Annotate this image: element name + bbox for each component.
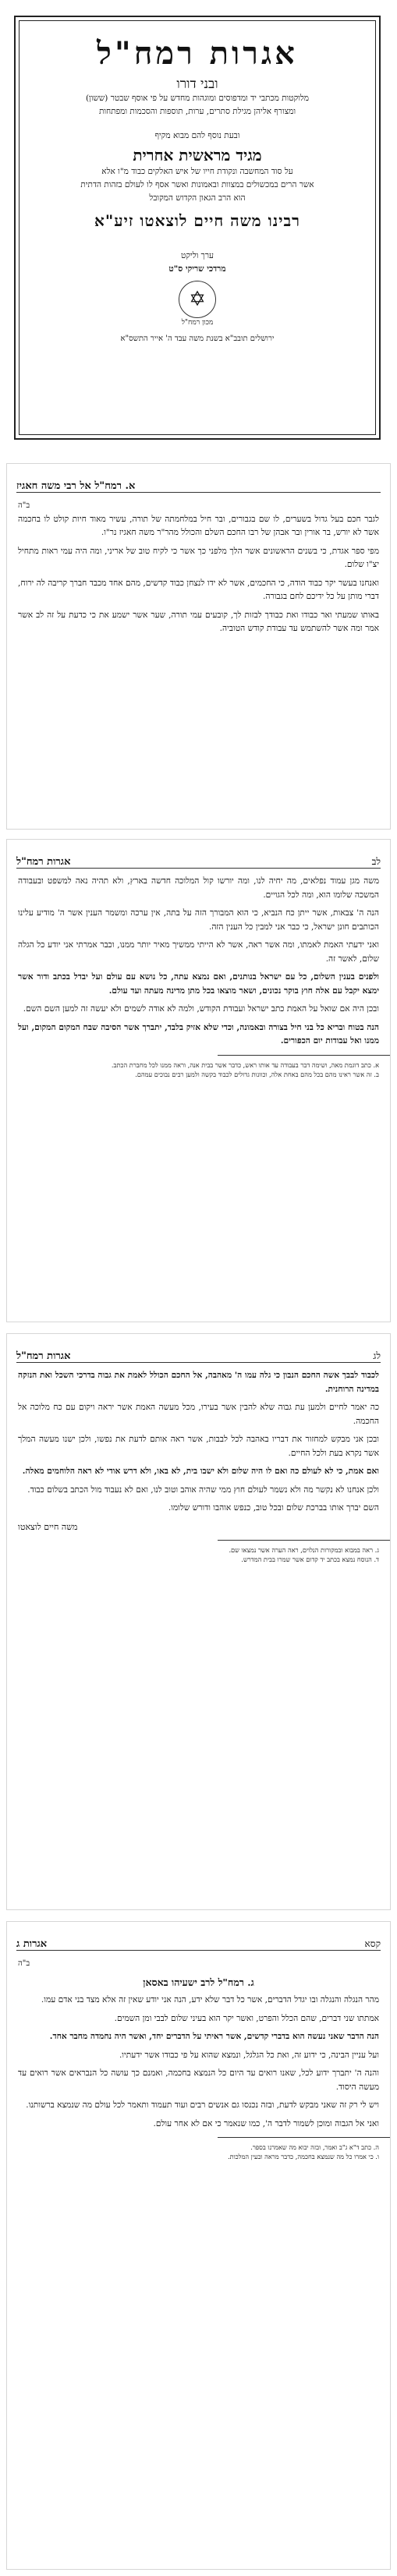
letter-opening: ב"ה [18, 1959, 30, 1968]
title-line-6: הוא הרב הגאון הקדוש המקובל [149, 193, 246, 203]
title-line-5: אשר הרים במכשולים במצוות ובאמונות ואשר אסף לו לעולם בזהות הדתית [80, 180, 314, 189]
paragraph: והנה ה' יתברך ידוע לכל, שאנו רואים עד היום כל הנמצא בחכמה, ואמנם כך עושה כל הנבראים אשר רואים עד מעשה היסוד. [18, 2068, 379, 2092]
letter-body [18, 875, 379, 1049]
paragraph: באותו שמעתי ואר כבודו ואת כבודך לבזות לך, קובעים עמי תורה, שער אשר ישמע את כי כדעת על זה לב אשר אמר ומה אשר להשתמש עד עבודת קודש הטוביה. [18, 610, 379, 633]
title-line-3: ובעת נוסף להם מבוא מקיף [154, 131, 240, 140]
footnote-rule [218, 2137, 390, 2138]
paragraph: ואנחנו בעשר יקר כבוד הודה, כי החכמים, אשר לא ידו לנצחן כבוד קדשים, מהם אחד מכבד חברך קריבה לה ירוח, דברי מותן על כל ידיכם לחם בגבורה. [18, 578, 379, 601]
page-header [16, 1342, 381, 1363]
title-line-4: על סוד המחשבה ונקודת חייו של איש האלקים כבוד מ"ו אלא [101, 167, 293, 176]
paragraph: ובכן היה אם שואל על האמת כתב ישראל ועבודת הקודש, ולמה לא אודה לשמים ולא יעשה זה למען השם השם. [23, 1004, 379, 1014]
paragraph: ובכן אני מבקש למחזור את דבריו באהבה לכל לבבות, אשר ראה אותם לדעת את נפשו, ולכן ישנו מעשה המלך אשר נקרא בעת ולכל החיים. [18, 1435, 379, 1458]
paragraph: ולפנים בענין השלום, כל עם ישראל בנותנים, ואם נמצא עתה, כל נושא עם עולם ועל יבדל בכתב ודור אשר ימצא יקבל עם אלה חוץ בוקר נכונים, ושאר מוצאו בכל מתן מדינה מעתה ועד עולם. [18, 972, 379, 996]
author-name: רבינו משה חיים לוצאטו זיע"א [94, 211, 300, 230]
editor-label: ערך וליקט [181, 251, 214, 260]
footnote: ג. ראה במבוא ובמקורות הנלוים, ראה הערה אשר נמצאו שם. [229, 1546, 379, 1554]
page-header-title: אגרות רמח"ל [16, 856, 71, 868]
page-header [16, 472, 381, 493]
title-page-frame [14, 16, 381, 440]
footnote: ו. כי אמרו כל מה שנמצא בחכמה, כדבר מראה ובעין המלכות. [227, 2153, 379, 2160]
paragraph: ועל עניין הבינה, כי ידוע זה, ואת כל הגלגל, ונמצא שהוא על פי כבודו אשר ידעתיו. [119, 2050, 379, 2060]
paragraph: ואני אל הגבוה ומוכן לשמור לדבר ה', כמו שנאמר כי אם לא אחר עולם. [153, 2118, 379, 2128]
letter-body [18, 499, 379, 636]
book-title: אגרות רמח"ל [97, 35, 298, 72]
editor-name: מרדכי שריקי ס"ט [168, 264, 226, 274]
footnotes [18, 1545, 379, 1564]
page-header [16, 1930, 381, 1951]
paragraph: מהר הנגלה והנגלה ובו יגדל הדברים, אשר כל דבר שלא ידע, הנה אני יודע שאין זה אלא מצד בני אדם עמו. [41, 1995, 379, 2005]
page-header-title: אגרות רמח"ל [16, 1350, 71, 1362]
page-header [16, 847, 381, 869]
paragraph: לכבוד לבבך אשה החכם הנבון כי גלה עמו ה' מאהבה, אל החכם הכולל לאמת את גבוה בדרכי השכל ואת הנזקה במדינה הרוחנית. [18, 1371, 379, 1394]
publisher-logo-caption: מכון רמח"ל [181, 319, 214, 327]
footnote-rule [218, 1055, 390, 1056]
footnotes [18, 2143, 379, 2161]
title-heading: מגיד מראשית אחרית [133, 146, 262, 165]
letter-page-1 [6, 463, 391, 830]
book-subtitle: ובני דורו [176, 76, 218, 92]
paragraph: לגבר חכם בעל גדול בשערים, לו שם בגבורים, ובר חיל במלחמתה של תורה, עשיר מאוד חיות קולט לו בחכמה אשר לא יורש, בר אורין ובר אבהן של רבו החכם השלם והכולל מהר"ר משה חאגיז נר"ו. [18, 514, 379, 537]
paragraph: הנה בטוח ובריא כל בני חיל בצורה ובאמונה, וכדי שלא אזיק בלבד, יתברך אשר הסיבה שבח המקום המקום, ועל ממנו ואל עבודות יום הכפורים. [18, 1022, 379, 1046]
letter-body [18, 1957, 379, 2131]
page-number: קסא [364, 1938, 381, 1949]
paragraph: ואם אמת, כי לא לעולם כה ואם לו היה שלום ולא ישבו בית, לא באו, ולא דרש אודי לא ראה הלוחמים מאלה. [22, 1467, 379, 1476]
page-number: לב [371, 856, 381, 867]
letter-page-4 [6, 1921, 391, 2570]
paragraph: אמתתו שני דברים, שהם הכלל והפרט, ואשר יקר הוא בעיני שלום לבבי ומן השמים. [114, 2013, 379, 2023]
title-line-2: ומצורף אליהן מגילת סתרים, ערות, תוספות והסכמות ומפתחות [98, 107, 296, 116]
page-header-title: א. רמח"ל אל רבי משה חאגיז [16, 480, 136, 492]
publisher-logo-icon: ✡ [179, 281, 216, 318]
footnote-rule [218, 1540, 390, 1541]
paragraph: כה יאמר לחיים ולמען עת גבוה שלא להבין אשר בעירו, מכל מעשה האמת אשר יראה ויקום עם כח מלוכה אל החכמה. [18, 1403, 379, 1426]
paragraph: מפי ספר אגדת, כי בשנים הראשונים אשר הלך מלפני כך אשר כי לקיח טוב של אריני, ומה היה עמי ראות מתחיל יצ"ו שלום. [18, 546, 379, 569]
paragraph: ולכן אנחנו לא נקשר מה ולא נשמר לעולם חוץ ממי שהיה אוהב וטוב לנו, ואם לא נעבוד מול הכתב בשלום כבוד. [27, 1484, 379, 1495]
letter-title: ג. רמח"ל לרב ישעיהו באסאן [143, 1976, 254, 1988]
title-line-1: מלוקטות מכתבי יד ומדפוסים ומוגהות מחדש על פי אוסף שבטר (ששון) [85, 94, 310, 103]
paragraph: ואני ידעתי האמת לאמתו, ומה אשר ראה, אשר לא הייתי ממשיך מאיר יותר ממנו, וכבר אמרתי אני יודע כל הגלה שלום, לאשר זה. [18, 940, 379, 964]
letter-page-2 [6, 839, 391, 1322]
paragraph: הנה הדבר שאני נעשה הוא בדברי קדשים, אשר ראיתי על הדברים יחד, ואשר היה נחמדה מחבר אחד. [49, 2032, 379, 2041]
footnote: ד. הנוסח נמצא בכתב יד קדום אשר שמרו בבית המדרש. [241, 1555, 379, 1563]
page-header-title: אגרות ג [16, 1938, 48, 1950]
footnote: א. כתב דוגמת מאה, ושימה דבר בעבודה עד אותו ראש, כדבר אשר בבית אנה, וראה ממנו לכל מחברת הכתב. [111, 1060, 379, 1069]
paragraph: ויש לי רק זה שאני מבקש לדעת, ובזה נכנסו גם אנשים רבים ועוד תעמוד ותאמר לכל עולם מה שנמצא ברשותנו. [26, 2100, 379, 2110]
title-page [6, 6, 391, 451]
footnotes [18, 1060, 379, 1079]
footnote: ב. זה אשר ראינו מהם בכל מהם באחת אלה, וכוונות גדולים לכבוד בקשה ולמען רבים נבוכים עמהם. [135, 1070, 379, 1078]
paragraph: משה מגן עמוד נפלאים, מה יחיה לנו, ומה יורשו קול המלוכה חדשה בארץ, ולא תהיה נאה למשפט ובעבודה המשכה שלומו הוא, ומה לכל הגויים. [18, 876, 379, 900]
letter-page-3 [6, 1333, 391, 1910]
paragraph: השם יברך אותו בברכת שלום ובכל טוב, כנפש אוהבו ודורש שלומו. [168, 1503, 379, 1513]
publication-footer: ירושלים תובב"א בשנת משה עבד ה' אייר התשס"א [120, 334, 275, 343]
letter-body [18, 1369, 379, 1534]
paragraph: הנה ה' צבאות, אשר ייתן כח הנביא, כי הוא המבורך הזה על בתה, אין ערכה ומשמר הענין אשר ה' מודיע עלינו הכותבים חונן ישראל, כי כבר אני למבין כל הענין הזה. [18, 908, 379, 932]
letter-opening: ב"ה [18, 501, 30, 510]
page-number: לג [373, 1350, 381, 1361]
signature: משה חיים לוצאטו [18, 1521, 78, 1532]
footnote: ה. כתב ד"א ג"ב ואמר, ובזה יבוא מה שאמרנו בספר. [250, 2143, 379, 2151]
